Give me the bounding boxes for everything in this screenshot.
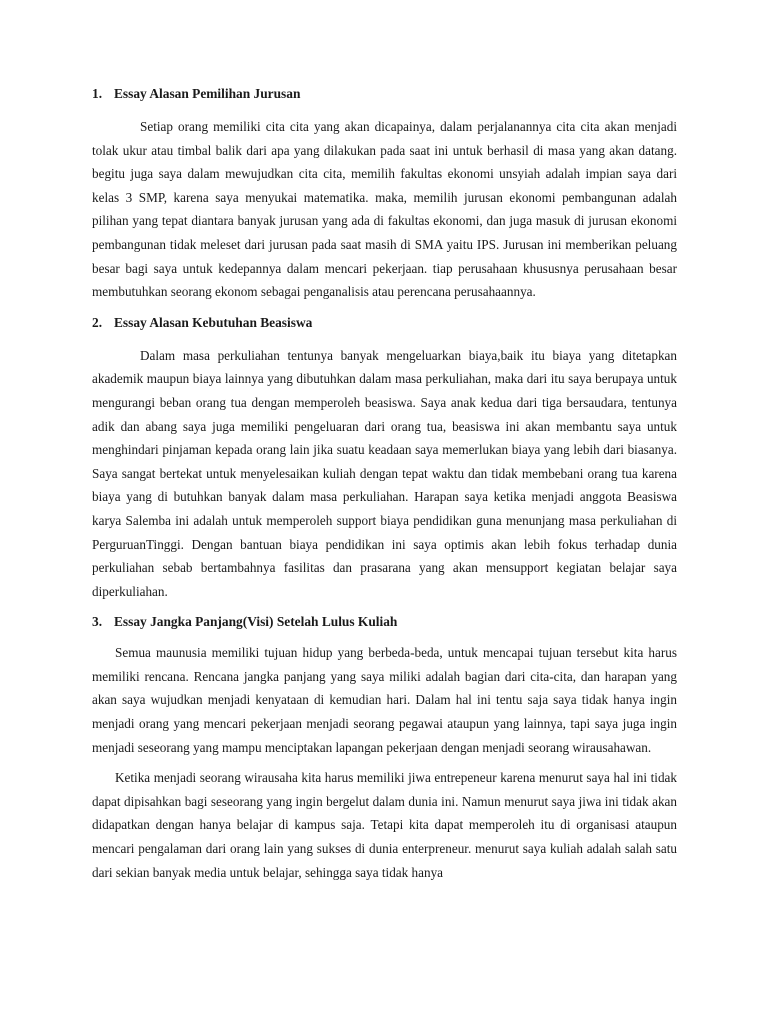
body-paragraph: Semua maunusia memiliki tujuan hidup yang berbeda-beda, untuk mencapai tujuan tersebut kita harus memiliki rencana. Rencana jangka panjang yang saya miliki adalah bagian dari cita-cita, dan harapan yang akan saya wujudkan menjadi kenyataan di kemudian hari. Dalam hal ini tentu saja saya tidak hanya ingin menjadi orang yang mencari pekerjaan menjadi seorang pegawai ataupun yang lainnya, tapi saya juga ingin menjadi seseorang yang mampu menciptakan lapangan pekerjaan dengan menjadi seorang wirausahawan. <box>92 645 677 755</box>
section-pemilihan-jurusan <box>92 82 677 304</box>
body-paragraph: Ketika menjadi seorang wirausaha kita harus memiliki jiwa entrepeneur karena menurut saya hal ini tidak dapat dipisahkan bagi seseorang yang ingin bergelut dalam dunia ini. Namun menurut saya jiwa ini tidak akan didapatkan dengan hanya belajar di kampus saja. Tetapi kita dapat memperoleh itu di organisasi ataupun mencari pengalaman dari orang lain yang sukses di dunia enterpreneur. menurut saya kuliah adalah salah satu dari sekian banyak media untuk belajar, sehingga saya tidak hanya <box>92 770 677 880</box>
section-title: Essay Alasan Pemilihan Jurusan <box>114 86 301 101</box>
section-heading <box>92 610 677 634</box>
section-kebutuhan-beasiswa <box>92 311 677 604</box>
section-number: 2. <box>92 314 103 330</box>
section-title: Essay Jangka Panjang(Visi) Setelah Lulus Kuliah <box>114 614 398 630</box>
section-heading <box>92 311 677 335</box>
body-paragraph: Setiap orang memiliki cita cita yang akan dicapainya, dalam perjalanannya cita cita akan menjadi tolak ukur atau timbal balik dari apa yang dilakukan pada saat ini untuk berhasil di masa yang akan datang. begitu juga saya dalam mewujudkan cita cita, memilih fakultas ekonomi unsyiah adalah impian saya dari kelas 3 SMP, karena saya menyukai matematika. maka, memilih jurusan ekonomi pembangunan adalah pilihan yang tepat diantara banyak jurusan yang ada di fakultas ekonomi, dan juga masuk di jurusan ekonomi pembangunan tidak meleset dari jurusan pada saat masih di SMA yaitu IPS. Jurusan ini memberikan peluang besar bagi saya untuk kedepannya dalam mencari pekerjaan. tiap perusahaan khususnya perusahaan besar membutuhkan seorang ekonom sebagai penganalisis atau perencana perusahaannya. <box>92 119 677 300</box>
section-title: Essay Alasan Kebutuhan Beasiswa <box>114 314 313 330</box>
section-visi-setelah-lulus <box>92 610 677 884</box>
section-number: 1. <box>92 86 103 101</box>
section-heading <box>92 82 677 106</box>
body-paragraph: Dalam masa perkuliahan tentunya banyak mengeluarkan biaya,baik itu biaya yang ditetapkan akademik maupun biaya lainnya yang dibutuhkan dalam masa perkuliahan, maka dari itu saya berupaya untuk mengurangi beban orang tua dengan memperoleh beasiswa. Saya anak kedua dari tiga bersaudara, tentunya adik dan abang saya juga memiliki pengeluaran dari orang tua, beasiswa ini akan membantu saya untuk menghindari pinjaman kepada orang lain jika suatu keadaan saya memerlukan biaya yang lebih dari biasanya. Saya sangat bertekat untuk menyelesaikan kuliah dengan tepat waktu dan tidak membebani orang tua karena biaya yang di butuhkan banyak dalam masa perkuliahan. Harapan saya ketika menjadi anggota Beasiswa karya Salemba ini adalah untuk memperoleh support biaya pendidikan guna menunjang masa perkuliahan di PerguruanTinggi. Dengan bantuan biaya pendidikan ini saya optimis akan lebih fokus terhadap dunia perkuliahan sebab bertambahnya fasilitas dan prasarana yang akan mensupport kegiatan belajar saya diperkuliahan. <box>92 347 677 599</box>
section-number: 3. <box>92 614 103 630</box>
